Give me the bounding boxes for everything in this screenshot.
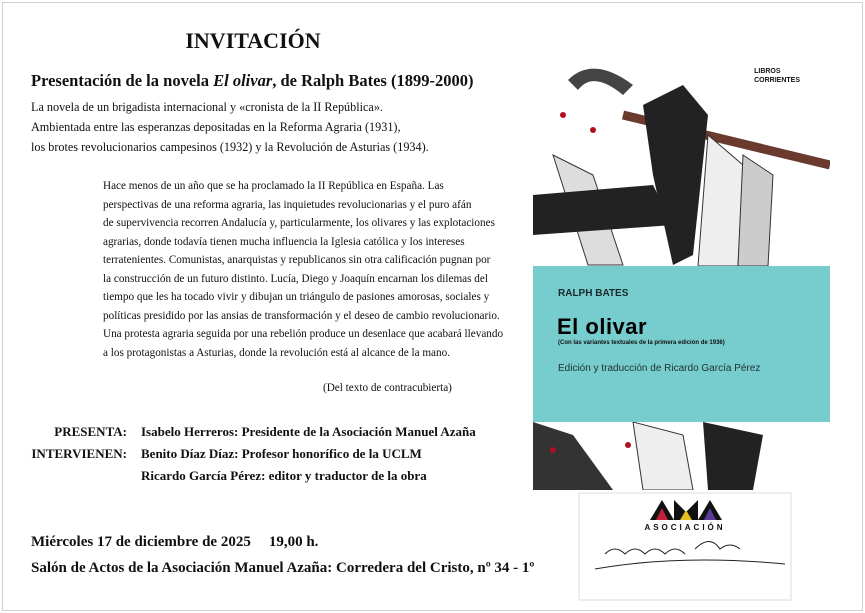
presenta-label: PRESENTA: bbox=[54, 424, 127, 439]
subtitle bbox=[31, 71, 473, 91]
publisher-line: LIBROS bbox=[754, 68, 781, 75]
blurb-line: de supervivencia recorren Andalucía y, particularmente, los olivares y las explotaciones bbox=[103, 217, 495, 229]
publisher-line: CORRIENTES bbox=[754, 77, 800, 84]
intervienen-label: INTERVIENEN: bbox=[31, 446, 127, 461]
cover-title-panel bbox=[533, 266, 830, 422]
blurb-line: Hace menos de un año que se ha proclamado la II República en España. Las bbox=[103, 180, 444, 192]
blurb-line: agrarias, donde todavía tienen mucha influencia la Iglesia católica y los intereses bbox=[103, 235, 465, 248]
venue: Salón de Actos de la Asociación Manuel Azaña: Corredera del Cristo, nº 34 - 1º bbox=[31, 560, 535, 576]
speaker: Ricardo García Pérez: editor y traductor de la obra bbox=[141, 468, 427, 483]
cover-note: (Con las variantes textuales de la primera edición de 1936) bbox=[558, 340, 725, 346]
blurb-line: tiempo que les ha tocado vivir y dibujan un triángulo de pasiones amorosas, sociales y bbox=[103, 291, 490, 303]
blurb-line: políticas presidido por las ansias de transformación y el deseo de cambio revolucionario. bbox=[103, 309, 500, 322]
blurb-line: la construcción de un futuro distinto. Lucía, Diego y Joaquín encarnan los dilemas del bbox=[103, 272, 488, 285]
intro-line: los brotes revolucionarios campesinos (1932) y la Revolución de Asturias (1934). bbox=[31, 140, 429, 154]
event-date bbox=[31, 534, 318, 551]
date: Miércoles 17 de diciembre de 2025 bbox=[31, 534, 251, 550]
cover-edition: Edición y traducción de Ricardo García Pérez bbox=[558, 363, 761, 374]
cover-title: El olivar bbox=[557, 314, 648, 339]
page-title: INVITACIÓN bbox=[185, 28, 321, 53]
logo-org: ASOCIACIÓN bbox=[644, 523, 726, 532]
intro-line: Ambientada entre las esperanzas depositadas en la Reforma Agraria (1931), bbox=[31, 120, 401, 134]
blurb-line: Una protesta agraria seguida por una rebelión produce un desenlace que acabará llevando bbox=[103, 328, 504, 340]
book-title: El olivar bbox=[213, 71, 273, 90]
speaker: Benito Díaz Díaz: Profesor honorífico de la UCLM bbox=[141, 446, 422, 461]
publisher-logo bbox=[754, 67, 800, 85]
blurb-line: a los protagonistas a Asturias, donde la revolución está al alcance de la mano. bbox=[103, 346, 451, 359]
book-cover bbox=[533, 55, 830, 490]
presenter: Isabelo Herreros: Presidente de la Asociación Manuel Azaña bbox=[141, 424, 476, 439]
time: 19,00 h. bbox=[268, 534, 319, 550]
blurb-line: perspectivas de una reforma agraria, las inquietudes revolucionarias y el puro afán bbox=[103, 198, 472, 211]
subtitle-post: , de Ralph Bates (1899-2000) bbox=[272, 71, 474, 90]
ama-logo-mark bbox=[580, 494, 790, 599]
subtitle-pre: Presentación de la novela bbox=[31, 71, 214, 90]
source-note: (Del texto de contracubierta) bbox=[323, 382, 452, 394]
association-logo bbox=[578, 492, 792, 601]
intro-line: La novela de un brigadista internacional y «cronista de la II República». bbox=[31, 100, 383, 114]
cover-author: RALPH BATES bbox=[558, 288, 629, 299]
blurb-line: terratenientes. Comunistas, anarquistas y republicanos sin otra calificación pugnan por bbox=[103, 254, 491, 266]
